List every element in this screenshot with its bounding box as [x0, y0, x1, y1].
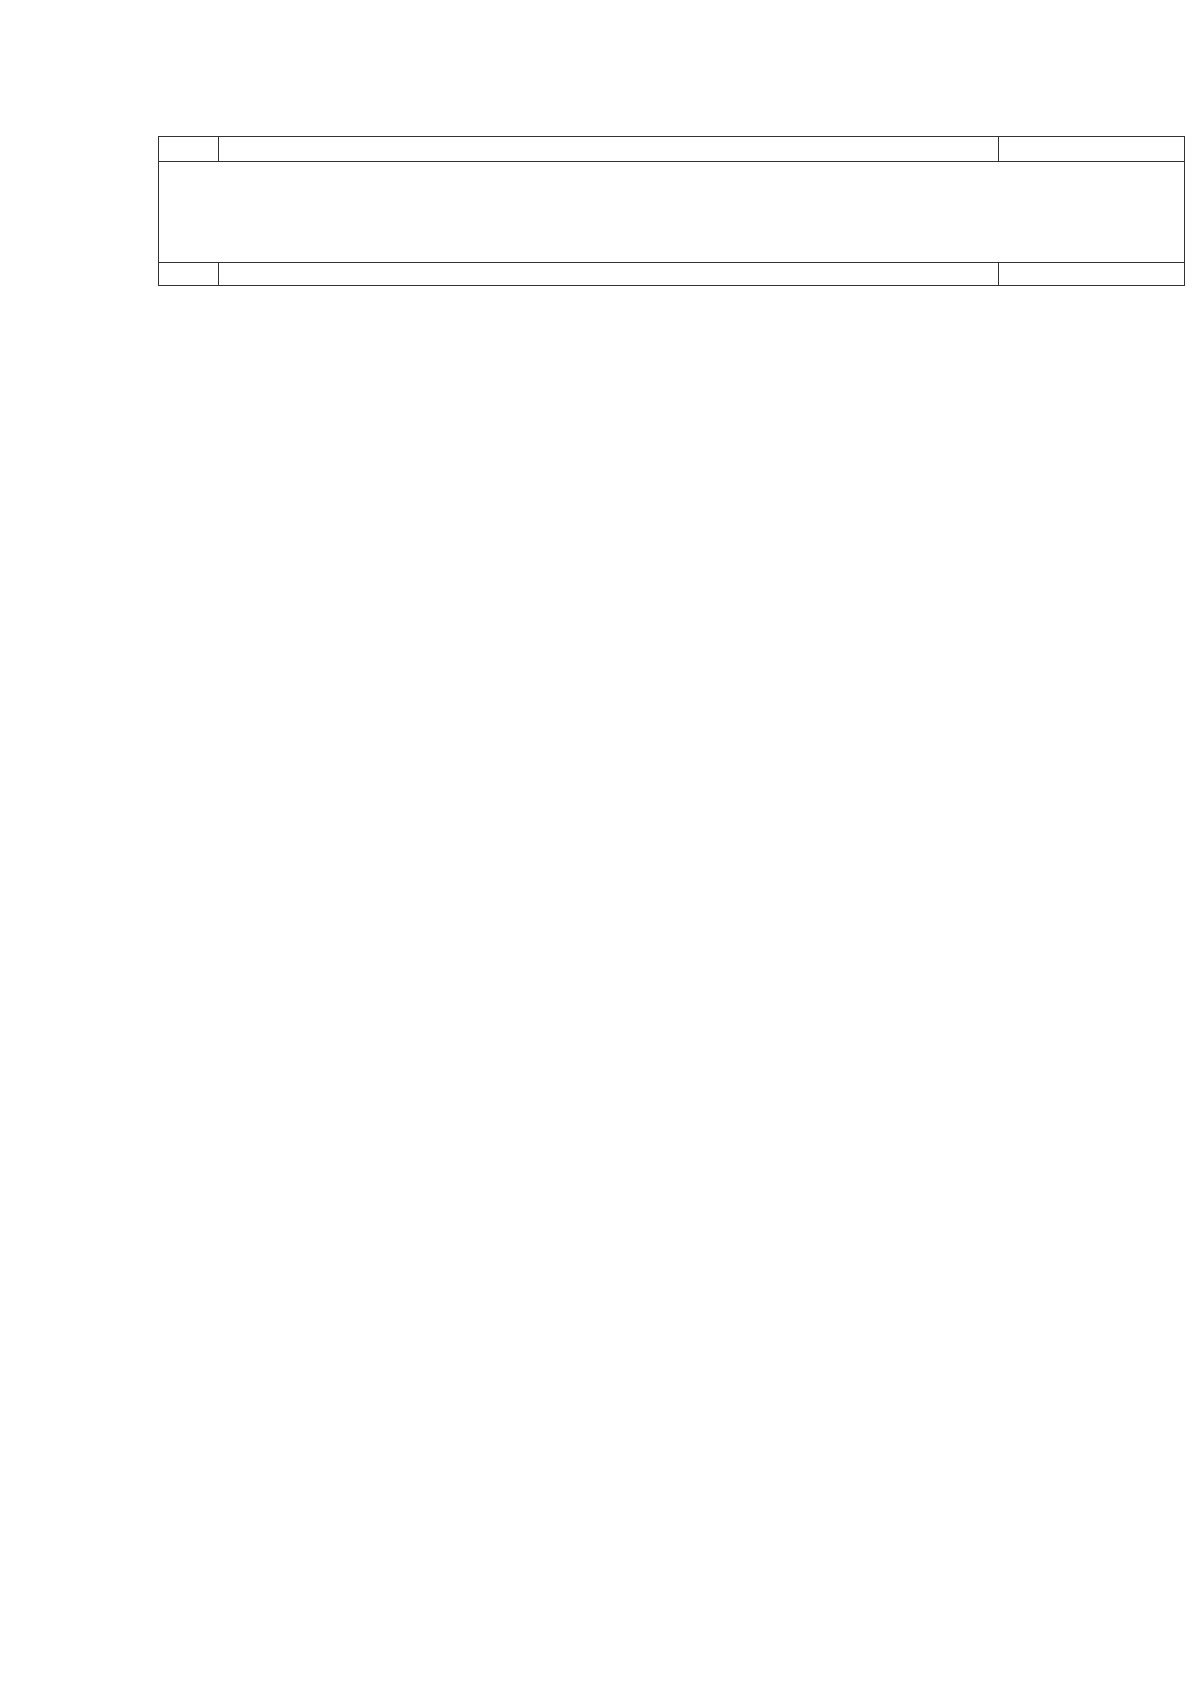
score-range-cell — [999, 263, 1185, 286]
section-header-cell — [159, 162, 1185, 263]
criterion-number — [159, 263, 219, 286]
score-cell — [999, 137, 1185, 162]
table-row-criterion-2-1 — [159, 263, 1185, 286]
criterion-text-cell — [219, 263, 999, 286]
table-row-section-header — [159, 162, 1185, 263]
table-row-continuation — [159, 137, 1185, 162]
number-cell — [159, 137, 219, 162]
criteria-table — [158, 136, 1185, 286]
criterion-text-cell — [219, 137, 999, 162]
